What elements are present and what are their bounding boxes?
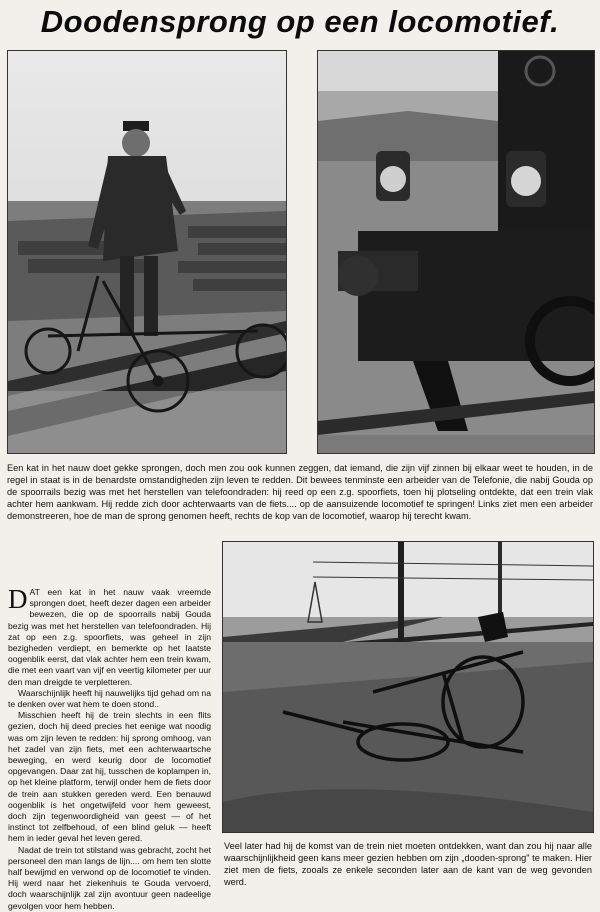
- photo-worker-demonstration: [7, 50, 287, 454]
- paragraph-4: Nadat de trein tot stilstand was gebracht, zocht het personeel den man langs de lijn.... om hem ten slotte half bewijmd en verwond op de locomotief te vinden. Hij werd naar het ziekenhuis te Gouda vervoerd, doch waarschijnlijk zal zijn avontuur geen nadeelige gevolgen voor hem hebben.: [8, 844, 211, 911]
- page-title: Doodensprong op een locomotief.: [40, 4, 560, 39]
- photo-wrecked-bicycle: [222, 541, 594, 833]
- paragraph-1: DAT een kat in het nauw vaak vreemde sprongen doet, heeft dezer dagen een arbeider bewezen, die op de spoorrails nabij Gouda bezig was met het herstellen van telefoondraden. Hij zat op een z.g. spoorfiets, was geheel in zijn bezigheden verdiept, en bemerkte op het laatste oogenblik eerst, dat vlak achter hem een trein kwam, die met een vaart van vijf en veertig kilometer per uur den man dreigde te verpletteren.: [8, 584, 211, 687]
- photo-locomotive-front: [317, 50, 595, 454]
- drop-cap: D: [8, 584, 28, 614]
- article-body: [8, 584, 211, 912]
- top-caption: Een kat in het nauw doet gekke sprongen, doch men zou ook kunnen zeggen, dat iemand, die zijn vijf zinnen bij elkaar weet te houden, in de regel in staat is in de benardste omstandigheden zijn leven te redden. Dit bewees tenminste een arbeider van de Telefonie, die nabij Gouda op de spoorrails bezig was met het herstellen van telefoondraden: hij reed op een z.g. spoorfiets, toen hij plotseling ontdekte, dat een trein vlak achter hem aankwam. Hij redde zich door achterwaarts van de fiets.... op de aansuizende locomotief te springen! Links ziet men een arbeider demonstreeren, hoe de man de sprong genomen heeft, rechts de kop van de locomotief, waarop hij terecht kwam.: [7, 463, 593, 521]
- paragraph-3: Misschien heeft hij de trein slechts in een flits gezien, doch hij deed precies het eenige wat noodig was om zijn leven te redden: hij sprong omhoog, van het zadel van zijn fiets, met een achterwaartsche beweging, en werd keurig door de locomotief opgevangen. Daar zat hij, tusschen de koplampen in, op het kleine platform, terwijl onder hem de fiets door de trein aan stukken gereden werd. Een benauwd oogenblik is het ongetwijfeld voor hem geweest, doch zijn tegenwoordigheid van geest — of het instinct tot zelfbehoud, of een blind geluk — heeft hem in ieder geval het leven gered.: [8, 710, 211, 844]
- paragraph-2: Waarschijnlijk heeft hij nauwelijks tijd gehad om na te denken over wat hem te doen stond..: [8, 687, 211, 710]
- bottom-caption: Veel later had hij de komst van de trein niet moeten ontdekken, want dan zou hij naar alle waarschijnlijkheid geen kans meer gezien hebben om zijn „dooden-sprong" te maken. Hier ziet men de fiets, zooals ze enkele seconden later aan de kant van de weg gevonden werd.: [224, 841, 592, 887]
